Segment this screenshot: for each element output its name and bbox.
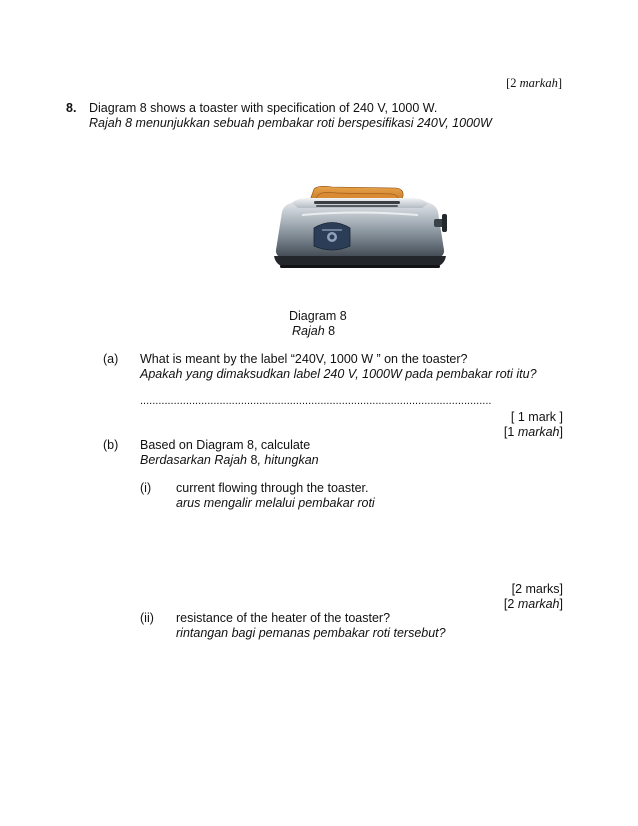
part-a-mark-ms: [1 markah] <box>503 425 563 439</box>
part-b-ii-label: (ii) <box>140 611 154 625</box>
previous-mark: [2 markah] <box>506 76 562 90</box>
part-a-text-en: What is meant by the label “240V, 1000 W ” on the toaster? <box>140 352 468 366</box>
part-a-mark-en: [ 1 mark ] <box>510 410 563 424</box>
question-stem-ms: Rajah 8 menunjukkan sebuah pembakar roti berspesifikasi 240V, 1000W <box>89 116 492 130</box>
part-a-answer-line: ................................................................................................................... <box>140 395 492 407</box>
part-b-i-text-ms: arus mengalir melalui pembakar roti <box>176 496 375 510</box>
figure-caption-ms: Rajah 8 <box>292 324 336 338</box>
part-b-ii-text-ms: rintangan bagi pemanas pembakar roti tersebut? <box>176 626 446 640</box>
figure-caption-en: Diagram 8 <box>289 309 347 323</box>
part-b-ii-text-en: resistance of the heater of the toaster? <box>176 611 391 625</box>
part-b-i-text-en: current flowing through the toaster. <box>176 481 369 495</box>
part-a-label: (a) <box>103 352 119 366</box>
part-b-text-en: Based on Diagram 8, calculate <box>140 438 311 452</box>
question-number: 8. <box>66 101 77 115</box>
part-b-i-mark-en: [2 marks] <box>511 582 563 596</box>
part-b-text-ms: Berdasarkan Rajah 8, hitungkan <box>140 453 319 467</box>
question-stem-en: Diagram 8 shows a toaster with specification of 240 V, 1000 W. <box>89 101 438 115</box>
part-a-text-ms: Apakah yang dimaksudkan label 240 V, 1000W pada pembakar roti itu? <box>140 367 537 381</box>
toaster-image <box>262 182 454 272</box>
part-b-i-mark-ms: [2 markah] <box>503 597 563 611</box>
part-b-i-label: (i) <box>140 481 152 495</box>
part-b-label: (b) <box>103 438 119 452</box>
